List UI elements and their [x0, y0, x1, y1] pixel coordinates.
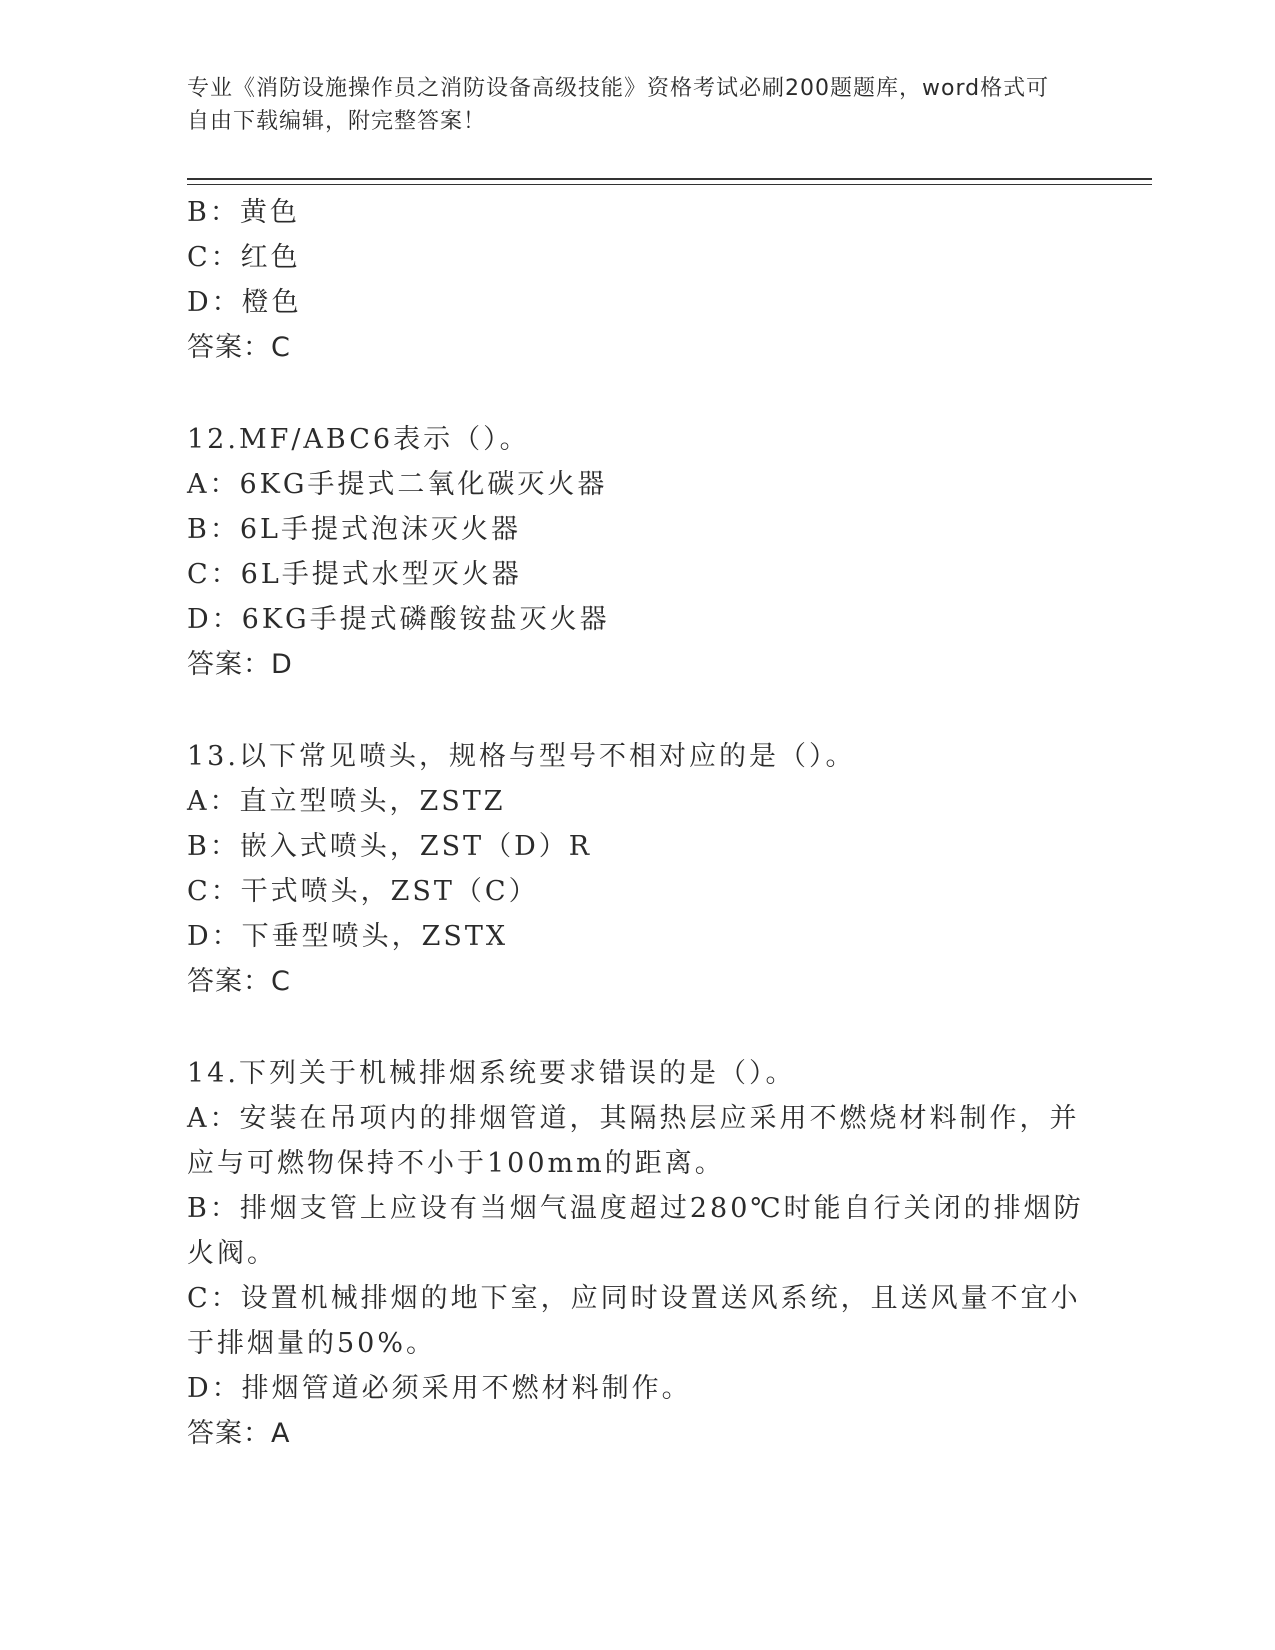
answer-line: 答案：C — [187, 332, 291, 363]
header-divider-thin — [187, 184, 1152, 185]
option-a: A：安装在吊项内的排烟管道，其隔热层应采用不燃烧材料制作，并应与可燃物保持不小于100mm的距离。 — [187, 1103, 1080, 1179]
option-a: A：6KG手提式二氧化碳灭火器 — [187, 469, 608, 500]
spacer — [187, 687, 1087, 734]
option-c: C：6L手提式水型灭火器 — [187, 559, 522, 590]
answer-line: 答案：C — [187, 966, 291, 997]
option-a: A：直立型喷头，ZSTZ — [187, 786, 506, 817]
question-12 — [187, 417, 1087, 687]
spacer — [187, 370, 1087, 417]
answer-line: 答案：A — [187, 1418, 291, 1449]
option-c: C：设置机械排烟的地下室，应同时设置送风系统，且送风量不宜小于排烟量的50%。 — [187, 1283, 1081, 1359]
header-divider-thick — [187, 178, 1152, 180]
option-b: B：黄色 — [187, 197, 300, 228]
option-b: B：嵌入式喷头，ZST（D）R — [187, 831, 593, 862]
question-11-continuation — [187, 190, 1087, 370]
answer-line: 答案：D — [187, 649, 293, 680]
option-d: D：6KG手提式磷酸铵盐灭火器 — [187, 604, 610, 635]
question-stem: 13.以下常见喷头，规格与型号不相对应的是（）。 — [187, 741, 856, 772]
option-d: D：排烟管道必须采用不燃材料制作。 — [187, 1373, 692, 1404]
document-header: 专业《消防设施操作员之消防设备高级技能》资格考试必刷200题题库，word格式可自由下载编辑，附完整答案！ — [187, 76, 1050, 134]
question-14 — [187, 1051, 1087, 1456]
option-b: B：排烟支管上应设有当烟气温度超过280℃时能自行关闭的排烟防火阀。 — [187, 1193, 1084, 1269]
option-c: C：干式喷头，ZST（C） — [187, 876, 539, 907]
option-b: B：6L手提式泡沫灭火器 — [187, 514, 521, 545]
question-content — [187, 190, 1087, 1456]
option-d: D：下垂型喷头，ZSTX — [187, 921, 509, 952]
option-c: C：红色 — [187, 242, 301, 273]
option-d: D：橙色 — [187, 287, 302, 318]
question-13 — [187, 734, 1087, 1004]
question-stem: 12.MF/ABC6表示（）。 — [187, 424, 530, 455]
spacer — [187, 1004, 1087, 1051]
question-stem: 14.下列关于机械排烟系统要求错误的是（）。 — [187, 1058, 796, 1089]
